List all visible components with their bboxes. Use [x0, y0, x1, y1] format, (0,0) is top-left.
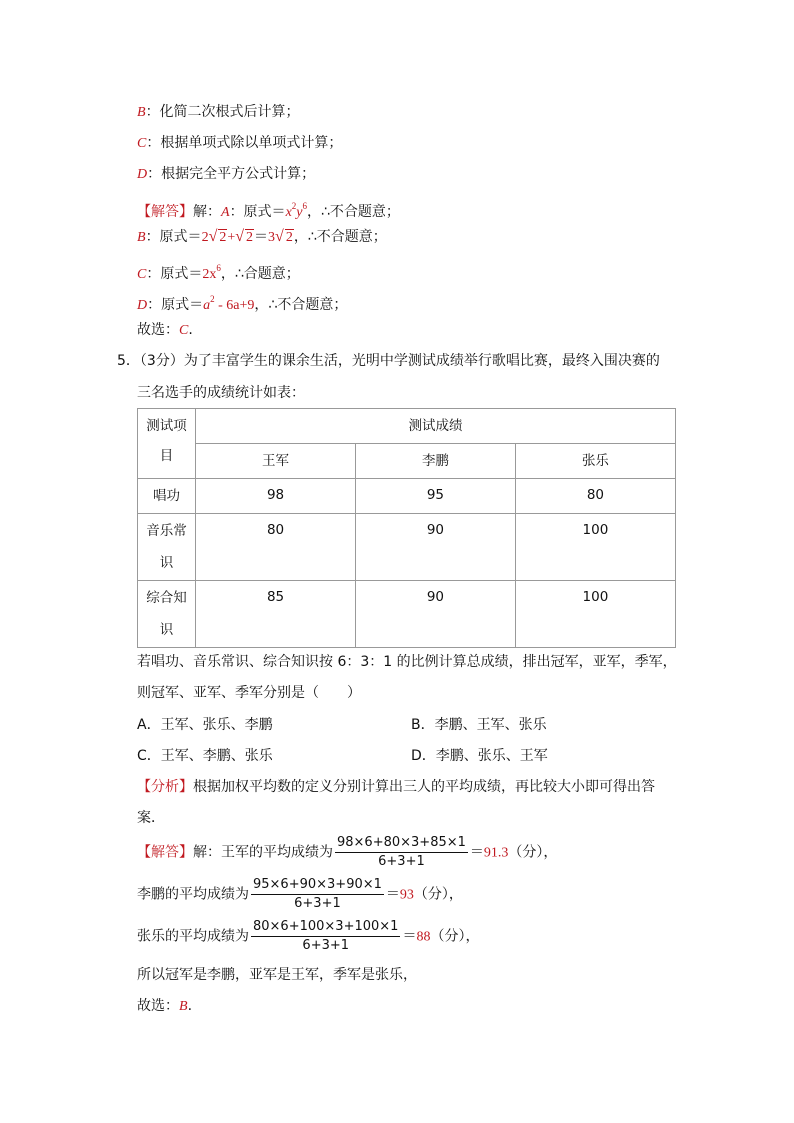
option-letter: B [137, 230, 146, 245]
answer-text: 李鹏的平均成绩为 [137, 886, 249, 903]
answer-text: ：原式＝ [229, 204, 286, 220]
answer5-choose-line [137, 996, 192, 1017]
analysis-line2: 案． [137, 810, 165, 826]
fraction-denominator: 6+3+1 [378, 854, 425, 869]
math-expression [268, 230, 294, 245]
option-a: A．王军、张乐、李鹏 [137, 717, 273, 733]
row-label-text: 识 [159, 555, 174, 571]
row-label-text: 综合知 [146, 590, 187, 606]
column-header: 王军 [196, 444, 356, 479]
math-coef: 3 [268, 230, 276, 245]
math-term: 2x [202, 267, 217, 282]
math-var: a [203, 298, 211, 313]
fraction-numerator: 80×6+100×3+100×1 [251, 918, 400, 937]
analysis-line1 [137, 777, 655, 797]
answer-text: ，∴不合题意； [307, 204, 400, 220]
answer-wang-line [137, 834, 557, 872]
analysis-text: ：根据完全平方公式计算； [147, 166, 316, 182]
fraction [335, 834, 468, 871]
math-radicand: 2 [219, 230, 227, 245]
answer4-d-line [137, 289, 347, 316]
radical-icon: √ [208, 228, 218, 245]
conclusion-line: 所以冠军是李鹏，亚军是王军，季军是张乐， [137, 967, 417, 983]
row-label [138, 581, 196, 648]
answer-li-line [137, 876, 463, 914]
unit-text: （分）， [413, 886, 463, 903]
math-var: y [296, 205, 303, 220]
group-header: 测试成绩 [196, 409, 676, 444]
row-label-text: 唱功 [153, 488, 181, 504]
math-op: ＝ [402, 928, 417, 945]
table-cell: 100 [515, 514, 675, 581]
table-cell: 90 [355, 581, 515, 648]
analysis-tag: 【分析】 [137, 779, 193, 795]
math-exponent: 2 [210, 294, 215, 304]
analysis-b-line [137, 102, 300, 123]
answer-text: ，∴合题意； [220, 266, 300, 282]
math-op: ＝ [254, 229, 269, 245]
choose-end: . [188, 322, 193, 338]
math-expression [202, 263, 221, 282]
choose-label: 故选： [137, 322, 179, 338]
option-letter: C [137, 136, 147, 151]
math-radicand: 2 [246, 230, 254, 245]
answer-text: 解：王军的平均成绩为 [193, 844, 333, 861]
question-number: 5． [117, 353, 140, 369]
math-var: x [285, 205, 292, 220]
result-value: 91.3 [483, 845, 509, 861]
radical-icon: √ [275, 228, 284, 245]
table-cell: 85 [196, 581, 356, 648]
option-letter: D [137, 298, 148, 313]
fraction [251, 876, 384, 913]
answer-zhang-line [137, 918, 479, 956]
table-corner-cell [138, 409, 196, 479]
answer-text: ：原式＝ [147, 297, 204, 313]
option-c: C．王军、李鹏、张乐 [137, 748, 273, 764]
math-op: ＝ [385, 886, 400, 903]
corner-label: 目 [159, 448, 174, 464]
column-header: 李鹏 [355, 444, 515, 479]
math-op: ＝ [469, 844, 484, 861]
choose-end: . [187, 998, 193, 1014]
row-label [138, 479, 196, 514]
table-cell: 90 [355, 514, 515, 581]
analysis-text: ：化简二次根式后计算； [145, 104, 300, 120]
analysis-text: 根据加权平均数的定义分别计算出三人的平均成绩，再比较大小即可得出答 [193, 779, 655, 795]
math-expression [202, 230, 254, 245]
fraction [251, 918, 400, 955]
option-b: B．李鹏、王军、张乐 [411, 717, 547, 733]
table-row [138, 514, 676, 581]
choose-value: B [179, 999, 188, 1014]
option-letter: D [137, 167, 148, 182]
answer-tag: 【解答】 [137, 844, 193, 861]
analysis-d-line [137, 164, 315, 185]
answer-text: 张乐的平均成绩为 [137, 928, 249, 945]
table-row [138, 581, 676, 648]
analysis-text: ：根据单项式除以单项式计算； [146, 135, 343, 151]
math-exponent: 6 [302, 201, 307, 211]
row-label-text: 识 [159, 622, 174, 638]
fraction-denominator: 6+3+1 [294, 896, 341, 911]
answer-intro: 解： [193, 204, 221, 220]
question5-stem-line1 [117, 351, 660, 371]
choose-label: 故选： [137, 998, 179, 1014]
unit-text: （分）， [430, 928, 480, 945]
table-cell: 100 [515, 581, 675, 648]
answer-text: ，∴不合题意； [293, 229, 387, 245]
option-letter: B [137, 105, 146, 120]
answer-text: ：原式＝ [146, 266, 203, 282]
answer4-b-line [137, 227, 387, 248]
score-table [137, 408, 676, 648]
analysis-c-line [137, 133, 342, 154]
math-expression [285, 201, 307, 220]
answer-text: ：原式＝ [145, 229, 202, 245]
math-op: + [227, 230, 236, 245]
option-letter: A [221, 205, 230, 220]
math-exponent: 6 [216, 263, 221, 273]
table-row [138, 479, 676, 514]
math-exponent: 2 [291, 201, 297, 211]
result-value: 88 [416, 929, 431, 945]
math-radicand: 2 [285, 230, 293, 245]
result-value: 93 [399, 887, 414, 903]
answer4-c-line [137, 258, 300, 285]
option-d: D．李鹏、张乐、王军 [411, 748, 548, 764]
radical-icon: √ [235, 228, 245, 245]
table-cell: 80 [196, 514, 356, 581]
fraction-numerator: 95×6+90×3+90×1 [251, 876, 384, 895]
question5-condition-line1: 若唱功、音乐常识、综合知识按 6：3：1 的比例计算总成绩，排出冠军，亚军，季军， [137, 654, 677, 670]
column-header: 张乐 [515, 444, 675, 479]
row-label-text: 音乐常 [146, 523, 187, 539]
table-cell: 98 [196, 479, 356, 514]
fraction-denominator: 6+3+1 [302, 938, 350, 953]
math-expression [203, 294, 255, 313]
unit-text: （分）， [508, 844, 558, 861]
table-cell: 95 [355, 479, 515, 514]
fraction-numerator: 98×6+80×3+85×1 [335, 834, 468, 853]
question5-condition-line2: 则冠军、亚军、季军分别是（ ） [137, 685, 361, 701]
question5-stem-line2: 三名选手的成绩统计如表： [137, 385, 305, 401]
math-coef: 2 [201, 230, 209, 245]
answer4-a-line [137, 196, 400, 223]
table-cell: 80 [515, 479, 675, 514]
corner-label: 测试项 [146, 418, 187, 434]
answer-text: ，∴不合题意； [254, 297, 348, 313]
answer4-choose-line [137, 320, 193, 341]
answer-tag: 【解答】 [137, 204, 193, 220]
math-term: - 6a+9 [214, 298, 255, 313]
row-label [138, 514, 196, 581]
question-stem: （3分）为了丰富学生的课余生活，光明中学测试成绩举行歌唱比赛，最终入围决赛的 [139, 353, 660, 369]
option-letter: C [137, 267, 147, 282]
choose-value: C [179, 323, 189, 338]
